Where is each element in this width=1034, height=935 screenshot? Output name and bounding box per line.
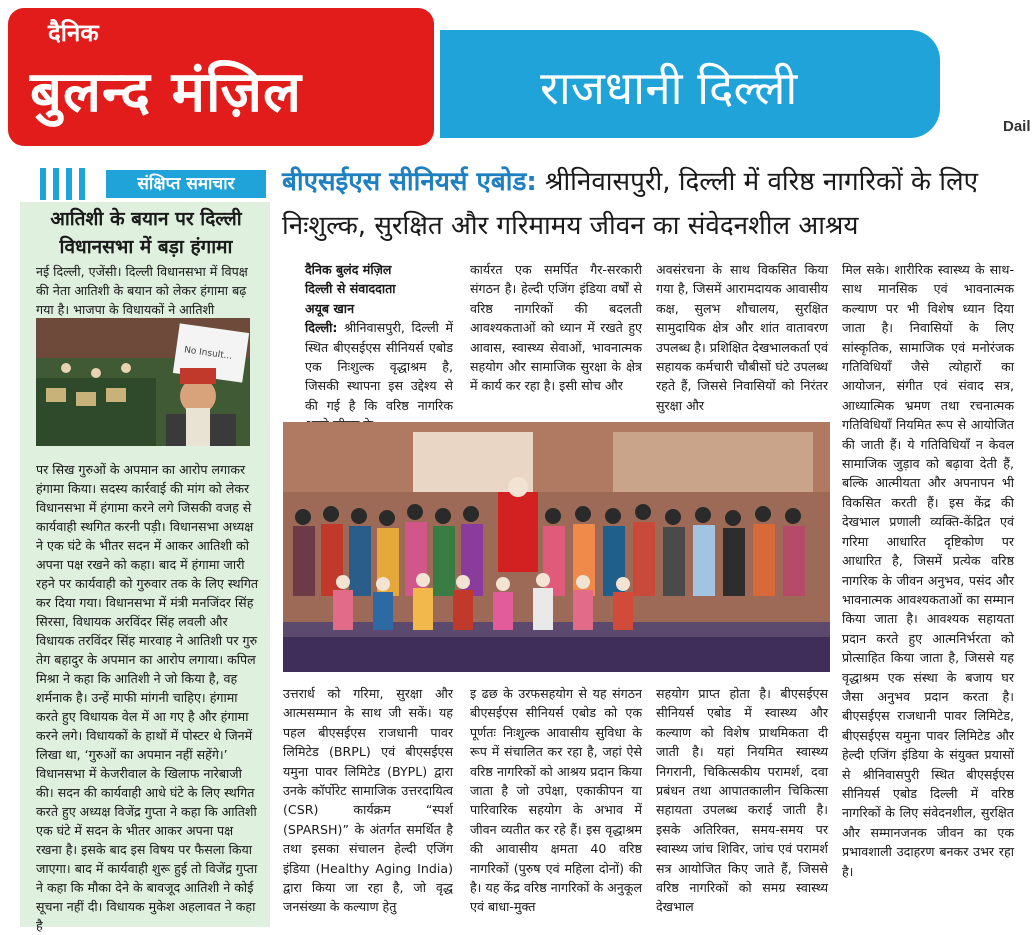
brief-body: पर सिख गुरुओं के अपमान का आरोप लगाकर हंगामा किया। सदस्य कार्रवाई की मांग को लेकर विधानसभा में हंगामा करने लगे जिसकी वजह से कार्यवाही स्थगित करनी पड़ी। विधानसभा अध्यक्ष ने एक घंटे के भीतर सदन में आकर आतिशी को अपना पक्ष रखने को कहा। बाद में हंगामा जारी रहने पर कार्यवाही को गुरुवार तक के लिए स्थगित कर दिया गया। विधानसभा में मंत्री मनजिंदर सिंह सिरसा, विधायक अरविंदर सिंह लवली और विधायक तरविंदर सिंह मारवाह ने आतिशी पर गुरु तेग बहादुर के अपमान का आरोप लगाया। कपिल मिश्रा ने कहा कि आतिशी ने जो किया है, वह शर्मनाक है। उन्हें माफी मांगनी चाहिए। हंगामा करते हुए विधायक वेल में आ गए है और हंगामा करने लगे। विधायकों के हाथों में पोस्टर थे जिनमें लिखा था, ‘गुरुओं का अपमान नहीं सहेंगे।’ विधानसभा में केजरीवाल के खिलाफ नारेबाजी की। सदन की कार्यवाही आधे घंटे के लिए स्थगित करते हुए अध्यक्ष विजेंद्र गुप्ता ने कहा कि आतिशी एक घंटे में सदन के भीतर आकर अपना पक्ष रखना है। इसके बाद इस विषय पर फैसला किया जाएगा। बाद में कार्यवाही शुरू हुई तो विजेंद्र गुप्ता ने कहा कि मौका देने के बावजूद आतिशी ने कोई सूचना नहीं दी। विधायक मुकेश अहलावत ने कहा है <box>36 462 259 933</box>
masthead-small-title: दैनिक <box>48 19 99 47</box>
dateline: दिल्ली: <box>305 320 338 336</box>
brief-headline: आतिशी के बयान पर दिल्ली विधानसभा में बड़ा हंगामा <box>50 208 242 258</box>
brief-label: संक्षिप्त समाचार <box>106 170 266 198</box>
masthead-title: बुलन्द मंज़िल <box>30 60 302 125</box>
brief-photo-sign: No Insult... <box>183 345 233 362</box>
brief-stripes <box>40 168 100 200</box>
edge-text: Dail <box>1003 118 1031 135</box>
article-headline <box>282 160 1022 248</box>
article-col2-top: कार्यरत एक समर्पित गैर-सरकारी संगठन है। हेल्दी एजिंग इंडिया वर्षों से वरिष्ठ नागरिकों की बदलती आवश्यकताओं को ध्यान में रखते हुए आवास, स्वास्थ्य सेवाओं, भावनात्मक सहयोग और सामाजिक सुरक्षा के क्षेत्र में कार्य कर रहा है। इसी सोच और <box>470 262 642 394</box>
article-col3-bottom: सहयोग प्राप्त होता है। बीएसईएस सीनियर्स एबोड में स्वास्थ्य और कल्याण को विशेष प्राथमिकता दी जाती है। यहां नियमित स्वास्थ्य निगरानी, चिकित्सकीय परामर्श, दवा प्रबंधन तथा आपातकालीन चिकित्सा सहायता उपलब्ध कराई जाती है। इसके अतिरिक्त, समय-समय पर स्वास्थ्य जांच शिविर, जांच एवं परामर्श सत्र आयोजित किए जाते हैं, जिससे वरिष्ठ नागरिकों को समग्र स्वास्थ्य देखभाल <box>656 686 828 915</box>
article-photo <box>283 422 830 672</box>
article-col1-top-text: श्रीनिवासपुरी, दिल्ली में स्थित बीएसईएस सीनियर्स एबोड एक निःशुल्क वृद्धाश्रम है, जिसकी स्थापना इस उद्देश्य से की गई है कि वरिष्ठ नागरिक <box>305 320 453 413</box>
byline-desk: दिल्ली से संवाददाता <box>305 281 396 297</box>
byline-name: अयूब खान <box>305 300 355 316</box>
article-col1-bottom: उत्तरार्ध को गरिमा, सुरक्षा और आत्मसम्मान के साथ जी सकें। यह पहल बीएसईएस राजधानी पावर लिमिटेड (BRPL) एवं बीएसईएस यमुना पावर लिमिटेड (BYPL) द्वारा उनके कॉर्पोरेट सामाजिक उत्तरदायित्व (CSR) कार्यक्रम “स्पर्श (SPARSH)” के अंतर्गत समर्थित है तथा इसका संचालन हेल्दी एजिंग इंडिया (Healthy Aging India) द्वारा किया जा रहा है, जो वृद्ध जनसंख्या के कल्याण हेतु <box>283 686 453 915</box>
article-col4: मिल सके। शारीरिक स्वास्थ्य के साथ-साथ मानसिक एवं भावनात्मक कल्याण पर भी विशेष ध्यान दिया जाता है। निवासियों के लिए सांस्कृतिक, सामाजिक एवं मनोरंजक गतिविधियाँ जैसे त्योहारों का आयोजन, संगीत एवं संवाद सत्र, आध्यात्मिक भ्रमण तथा रचनात्मक गतिविधियाँ नियमित रूप से आयोजित की जाती हैं। ये गतिविधियाँ न केवल सामाजिक जुड़ाव को बढ़ावा देती हैं, बल्कि आत्मीयता और अपनापन भी विकसित करती हैं। इस केंद्र की देखभाल प्रणाली व्यक्ति-केंद्रित एवं गरिमा आधारित दृष्टिकोण पर आधारित है, जिसमें प्रत्येक वरिष्ठ नागरिक के जीवन अनुभव, पसंद और भावनात्मक आवश्यकताओं का सम्मान किया जाता है। आवश्यक सहायता प्रदान करते हुए आत्मनिर्भरता को प्रोत्साहित किया जाता है, जिससे यह वृद्धाश्रम एक संस्था के बजाय घर जैसा अनुभव प्रदान करता है। बीएसईएस राजधानी पावर लिमिटेड, बीएसईएस यमुना पावर लिमिटेड और हेल्दी एजिंग इंडिया के संयुक्त प्रयासों से श्रीनिवासपुरी स्थित बीएसईएस सीनियर्स एबोड दिल्ली में वरिष्ठ नागरिकों के लिए संवेदनशील, सुरक्षित और सम्मानजनक जीवन का एक प्रभावशाली उदाहरण बनकर उभर रहा है। <box>842 262 1014 879</box>
byline-paper: दैनिक बुलंद मंज़िल <box>305 262 392 277</box>
article-col3-top: अवसंरचना के साथ विकसित किया गया है, जिसमें आरामदायक आवासीय कक्ष, सुलभ शौचालय, सुरक्षित सामुदायिक क्षेत्र और शांत वातावरण उपलब्ध है। प्रशिक्षित देखभालकर्ता एवं सहायक कर्मचारी चौबीसों घंटे उपलब्ध रहते हैं, जिससे निवासियों को निरंतर सुरक्षा और <box>656 262 828 413</box>
brief-photo <box>36 318 250 446</box>
section-title: राजधानी दिल्ली <box>540 61 798 115</box>
article-headline-text: श्रीनिवासपुरी, दिल्ली में वरिष्ठ नागरिकों के लिए निःशुल्क, सुरक्षित और गरिमामय जीवन का संवेदनशील आश्रय <box>282 167 978 241</box>
article-col1-top <box>305 260 453 435</box>
article-col2-bottom: इ ढछ के उरफसहयोग से यह संगठन बीएसईएस सीनियर्स एबोड को एक पूर्णतः निःशुल्क आवासीय सुविधा के रूप में संचालित कर रहा है, जहां ऐसे वरिष्ठ नागरिकों को आश्रय प्रदान किया जाता है जो उपेक्षा, एकाकीपन या पारिवारिक सहयोग के अभाव में जीवन व्यतीत कर रहे हैं। इस वृद्धाश्रम की आवासीय क्षमता 40 वरिष्ठ नागरिकों (पुरुष एवं महिला दोनों) की है। यह केंद्र वरिष्ठ नागरिकों के अनुकूल एवं बाधा-मुक्त <box>470 686 642 915</box>
brief-intro: नई दिल्ली, एजेंसी। दिल्ली विधानसभा में विपक्ष की नेता आतिशी के बयान को लेकर हंगामा बढ़ गया है। भाजपा के विधायकों ने आतिशी <box>36 264 248 317</box>
article-kicker: बीएसईएस सीनियर्स एबोड: <box>282 167 537 197</box>
